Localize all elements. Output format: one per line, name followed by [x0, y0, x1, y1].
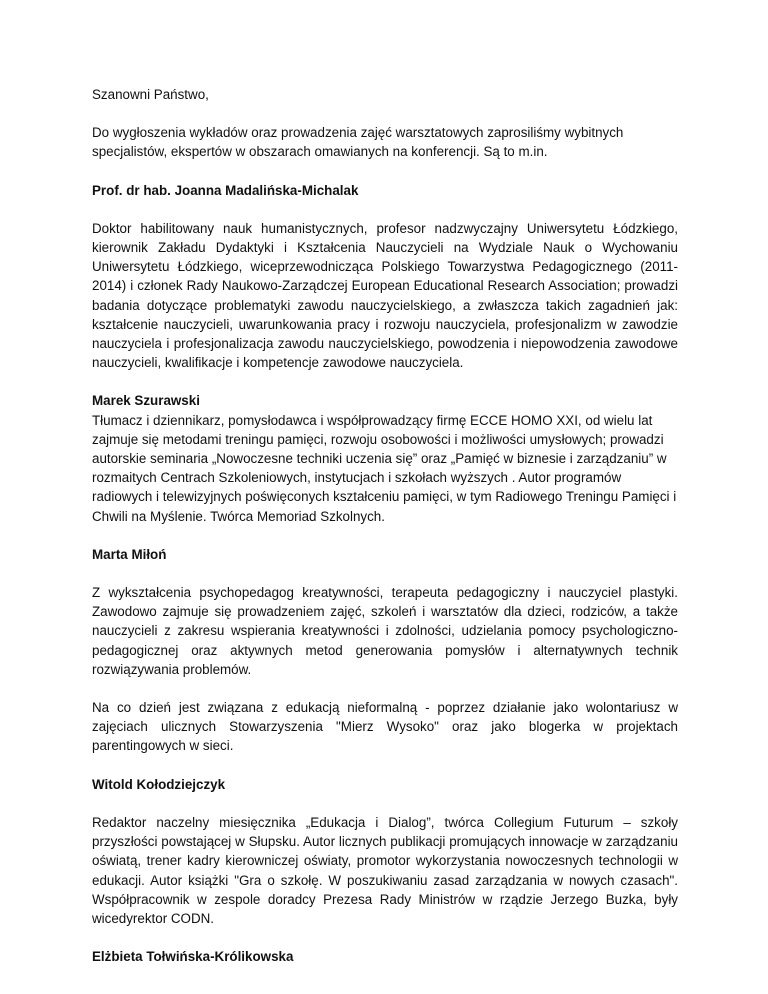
speaker-name-4: Witold Kołodziejczyk	[92, 776, 226, 792]
speaker-bio-4: Redaktor naczelny miesięcznika „Edukacja i Dialog”, twórca Collegium Futurum – szkoły przyszłości powstającej w Słupsku. Autor licznych publikacji promujących innowacje w zarządzaniu oświatą, trener kadry kierowniczej oświaty, promotor wykorzystania nowoczesnych technologii w edukacji. Autor książki "Gra o szkołę. W poszukiwaniu zasad zarządzania w nowych czasach". Współpracownik w zespole doradcy Prezesa Rady Ministrów w rządzie Jerzego Buzka, były wicedyrektor CODN.	[92, 814, 678, 926]
speaker-name-3: Marta Miłoń	[92, 546, 167, 562]
intro-paragraph: Do wygłoszenia wykładów oraz prowadzenia zajęć warsztatowych zaprosiliśmy wybitnych specjalistów, ekspertów w obszarach omawianych na konferencji. Są to m.in.	[92, 125, 624, 160]
speaker-bio-3: Z wykształcenia psychopedagog kreatywności, terapeuta pedagogiczny i nauczyciel plastyki. Zawodowo zajmuje się prowadzeniem zajęć, szkoleń i warsztatów dla dzieci, rodziców, a także nauczycieli z zakresu wspierania kreatywności i zdolności, udzielania pomocy psychologiczno-pedagogicznej oraz aktywnych metod generowania pomysłów i alternatywnych technik rozwiązywania problemów.	[92, 585, 678, 677]
speaker-name-5: Elżbieta Tołwińska-Królikowska	[92, 949, 294, 965]
document-page	[92, 85, 678, 966]
speaker-name-2: Marek Szurawski	[92, 393, 200, 409]
speaker-bio-3-continued: Na co dzień jest związana z edukacją nieformalną - poprzez działanie jako wolontariusz w zajęciach ulicznych Stowarzyszenia "Mierz Wysoko" oraz jako blogerka w projektach parentingowych w sieci.	[92, 700, 678, 754]
greeting: Szanowni Państwo,	[92, 87, 209, 102]
speaker-bio-2: Tłumacz i dziennikarz, pomysłodawca i współprowadzący firmę ECCE HOMO XXI, od wielu lat zajmuje się metodami treningu pamięci, rozwoju osobowości i możliwości umysłowych; prowadzi autorskie seminaria „Nowoczesne techniki uczenia się” oraz „Pamięć w biznesie i zarządzaniu” w rozmaitych Centrach Szkoleniowych, instytucjach i szkołach wyższych . Autor programów radiowych i telewizyjnych poświęconych kształceniu pamięci, w tym Radiowego Treningu Pamięci i Chwili na Myślenie. Twórca Memoriad Szkolnych.	[92, 412, 677, 524]
speaker-name-1: Prof. dr hab. Joanna Madalińska-Michalak	[92, 182, 359, 198]
speaker-bio-1: Doktor habilitowany nauk humanistycznych, profesor nadzwyczajny Uniwersytetu Łódzkiego, kierownik Zakładu Dydaktyki i Kształcenia Nauczycieli na Wydziale Nauk o Wychowaniu Uniwersytetu Łódzkiego, wiceprzewodnicząca Polskiego Towarzystwa Pedagogicznego (2011-2014) i członek Rady Naukowo-Zarządczej European Educational Research Association; prowadzi badania dotyczące problematyki zawodu nauczycielskiego, a zwłaszcza takich zagadnień jak: kształcenie nauczycieli, uwarunkowania pracy i rozwoju nauczyciela, profesjonalizm w zawodzie nauczyciela i profesjonalizacja zawodu nauczycielskiego, powodzenia i niepowodzenia zawodowe nauczycieli, kwalifikacje i kompetencje zawodowe nauczyciela.	[92, 220, 678, 371]
